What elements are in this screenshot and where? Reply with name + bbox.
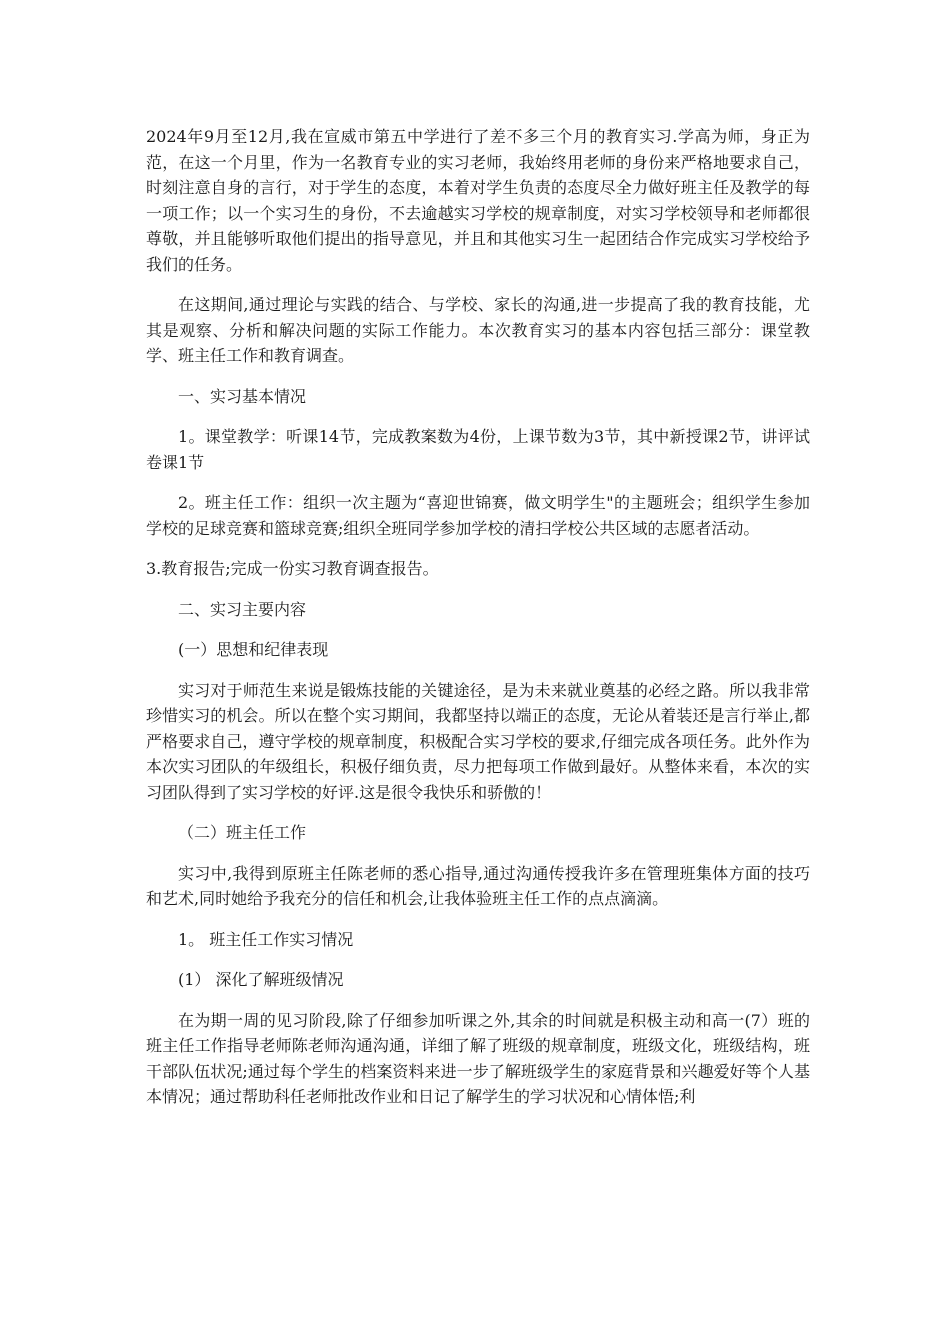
subheading-internship-situation: 1。 班主任工作实习情况 [178, 929, 354, 949]
paragraph-education-report: 3.教育报告;完成一份实习教育调查报告。 [146, 559, 439, 578]
document-body [146, 124, 810, 1125]
paragraph-period-summary: 在这期间,通过理论与实践的结合、与学校、家长的沟通,进一步提高了我的教育技能，尤其是观察、分析和解决问题的实际工作能力。本次教育实习的基本内容包括三部分：课堂教学、班主任工作和教育调查。 [146, 295, 810, 365]
paragraph-observation-phase: 在为期一周的见习阶段,除了仔细参加听课之外,其余的时间就是积极主动和高一(7）班的班主任工作指导老师陈老师沟通沟通，详细了解了班级的规章制度，班级文化，班级结构，班干部队伍状况;通过每个学生的档案资料来进一步了解班级学生的家庭背景和兴趣爱好等个人基本情况；通过帮助科任老师批改作业和日记了解学生的学习状况和心情体悟;利 [146, 1010, 810, 1106]
paragraph-head-teacher-work: 2。班主任工作：组织一次主题为“喜迎世锦赛，做文明学生"的主题班会；组织学生参加学校的足球竞赛和篮球竞赛;组织全班同学参加学校的清扫学校公共区域的志愿者活动。 [146, 493, 810, 538]
paragraph-discipline: 实习对于师范生来说是锻炼技能的关键途径，是为未来就业奠基的必经之路。所以我非常珍惜实习的机会。所以在整个实习期间，我都坚持以端正的态度，无论从着装还是言行举止,都严格要求自己，遵守学校的规章制度，积极配合实习学校的要求,仔细完成各项任务。此外作为本次实习团队的年级组长，积极仔细负责，尽力把每项工作做到最好。从整体来看，本次的实习团队得到了实习学校的好评.这是很令我快乐和骄傲的！ [146, 680, 810, 802]
paragraph-intro: 2024年9月至12月,我在宣威市第五中学进行了差不多三个月的教育实习.学高为师，身正为范，在这一个月里，作为一名教育专业的实习老师，我始终用老师的身份来严格地要求自己，时刻注意自身的言行，对于学生的态度，本着对学生负责的态度尽全力做好班主任及教学的每一项工作；以一个实习生的身份，不去逾越实习学校的规章制度，对实习学校领导和老师都很尊敬，并且能够听取他们提出的指导意见，并且和其他实习生一起团结合作完成实习学校给予我们的任务。 [146, 127, 810, 274]
paragraph-classroom-teaching: 1。课堂教学：听课14节，完成教案数为4份，上课节数为3节，其中新授课2节，讲评试卷课1节 [146, 427, 810, 472]
subheading-discipline: (一）思想和纪律表现 [178, 640, 329, 659]
subheading-class-understanding: (1） 深化了解班级情况 [178, 970, 344, 989]
subheading-head-teacher: （二）班主任工作 [178, 823, 307, 842]
heading-basic-situation: 一、实习基本情况 [178, 386, 307, 406]
paragraph-head-teacher-guidance: 实习中,我得到原班主任陈老师的悉心指导,通过沟通传授我许多在管理班集体方面的技巧和艺术,同时她给予我充分的信任和机会,让我体验班主任工作的点点滴滴。 [146, 863, 810, 908]
heading-main-content: 二、实习主要内容 [178, 599, 307, 619]
